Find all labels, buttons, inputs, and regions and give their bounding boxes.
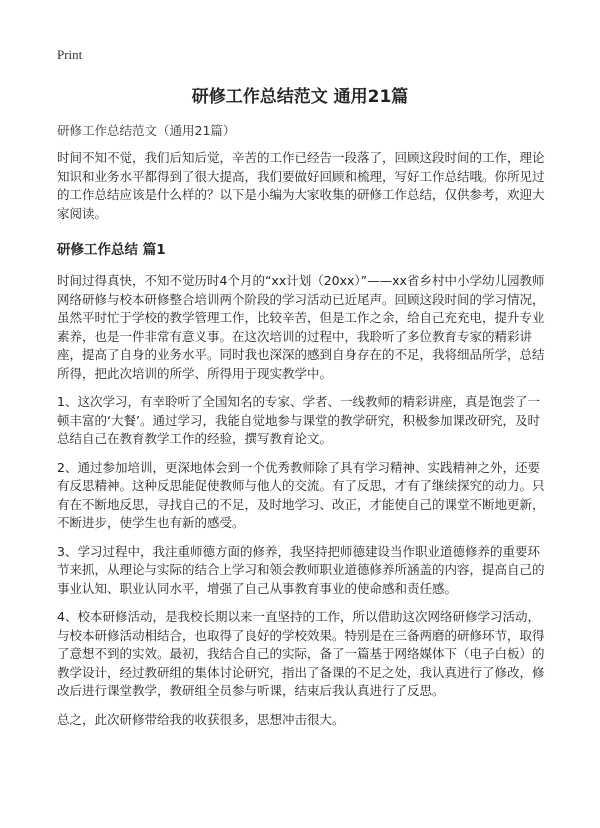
body-paragraph: 4、校本研修活动，是我校长期以来一直坚持的工作，所以借助这次网络研修学习活动，与校本研修活动相结合，也取得了良好的学校效果。特别是在三备两磨的研修环节，取得了意想不到的实效。最初，我结合自己的实际，备了一篇基于网络媒体下（电子白板）的教学设计，经过教研组的集体讨论研究，指出了备课的不足之处，我认真进行了修改，修改后进行课堂教学，教研组全员参与听课，结束后我认真进行了反思。 [57, 609, 545, 698]
print-link[interactable]: Print [57, 47, 83, 62]
body-paragraph: 总之，此次研修带给我的收获很多，思想冲击很大。 [57, 711, 345, 727]
body-paragraph: 时间过得真快，不知不觉历时4个月的“xx计划（20xx）”——xx省乡村中小学幼儿园教师网络研修与校本研修整合培训两个阶段的学习活动已近尾声。回顾这段时间的学习情况，虽然平时忙于学校的教学管理工作，比较辛苦，但是工作之余，给自己充充电，提升专业素养，也是一件非常有意义事。在这次培训的过程中，我聆听了多位教育专家的精彩讲座，提高了自身的业务水平。同时我也深深的感到自身存在的不足，我将细品所学，总结所得，把此次培训的所学、所得用于现实教学中。 [57, 273, 545, 381]
section-heading: 研修工作总结 篇1 [57, 242, 166, 258]
document-title: 研修工作总结范文 通用21篇 [191, 87, 409, 107]
body-paragraph: 1、这次学习，有幸聆听了全国知名的专家、学者、一线教师的精彩讲座，真是饱尝了一顿丰富的‘大餐’。通过学习，我能自觉地参与课堂的教学研究，积极参加课改研究，及时总结自己在教育教学工作的经验，撰写教育论文。 [57, 394, 540, 446]
intro-paragraph: 时间不知不觉，我们后知后觉，辛苦的工作已经告一段落了，回顾这段时间的工作，理论知识和业务水平都得到了很大提高，我们要做好回顾和梳理，写好工作总结哦。你所见过的工作总结应该是什么样的？以下是小编为大家收集的研修工作总结，仅供参考，欢迎大家阅读。 [57, 150, 545, 221]
body-paragraph: 3、学习过程中，我注重师德方面的修养，我坚持把师德建设当作职业道德修养的重要环节来抓，从理论与实际的结合上学习和领会教师职业道德修养所涵盖的内容，提高自己的事业认知、职业认同水平，增强了自己从事教育事业的使命感和责任感。 [57, 543, 545, 596]
document-body [57, 149, 549, 739]
body-paragraph: 2、通过参加培训，更深地体会到一个优秀教师除了具有学习精神、实践精神之外，还要有反思精神。这种反思能促使教师与他人的交流。有了反思，才有了继续探究的动力。只有在不断地反思，寻找自己的不足，及时地学习、改正，才能使自己的课堂不断地更新，不断进步，使学生也有新的感受。 [57, 459, 545, 530]
document-subtitle: 研修工作总结范文（通用21篇） [57, 123, 236, 138]
